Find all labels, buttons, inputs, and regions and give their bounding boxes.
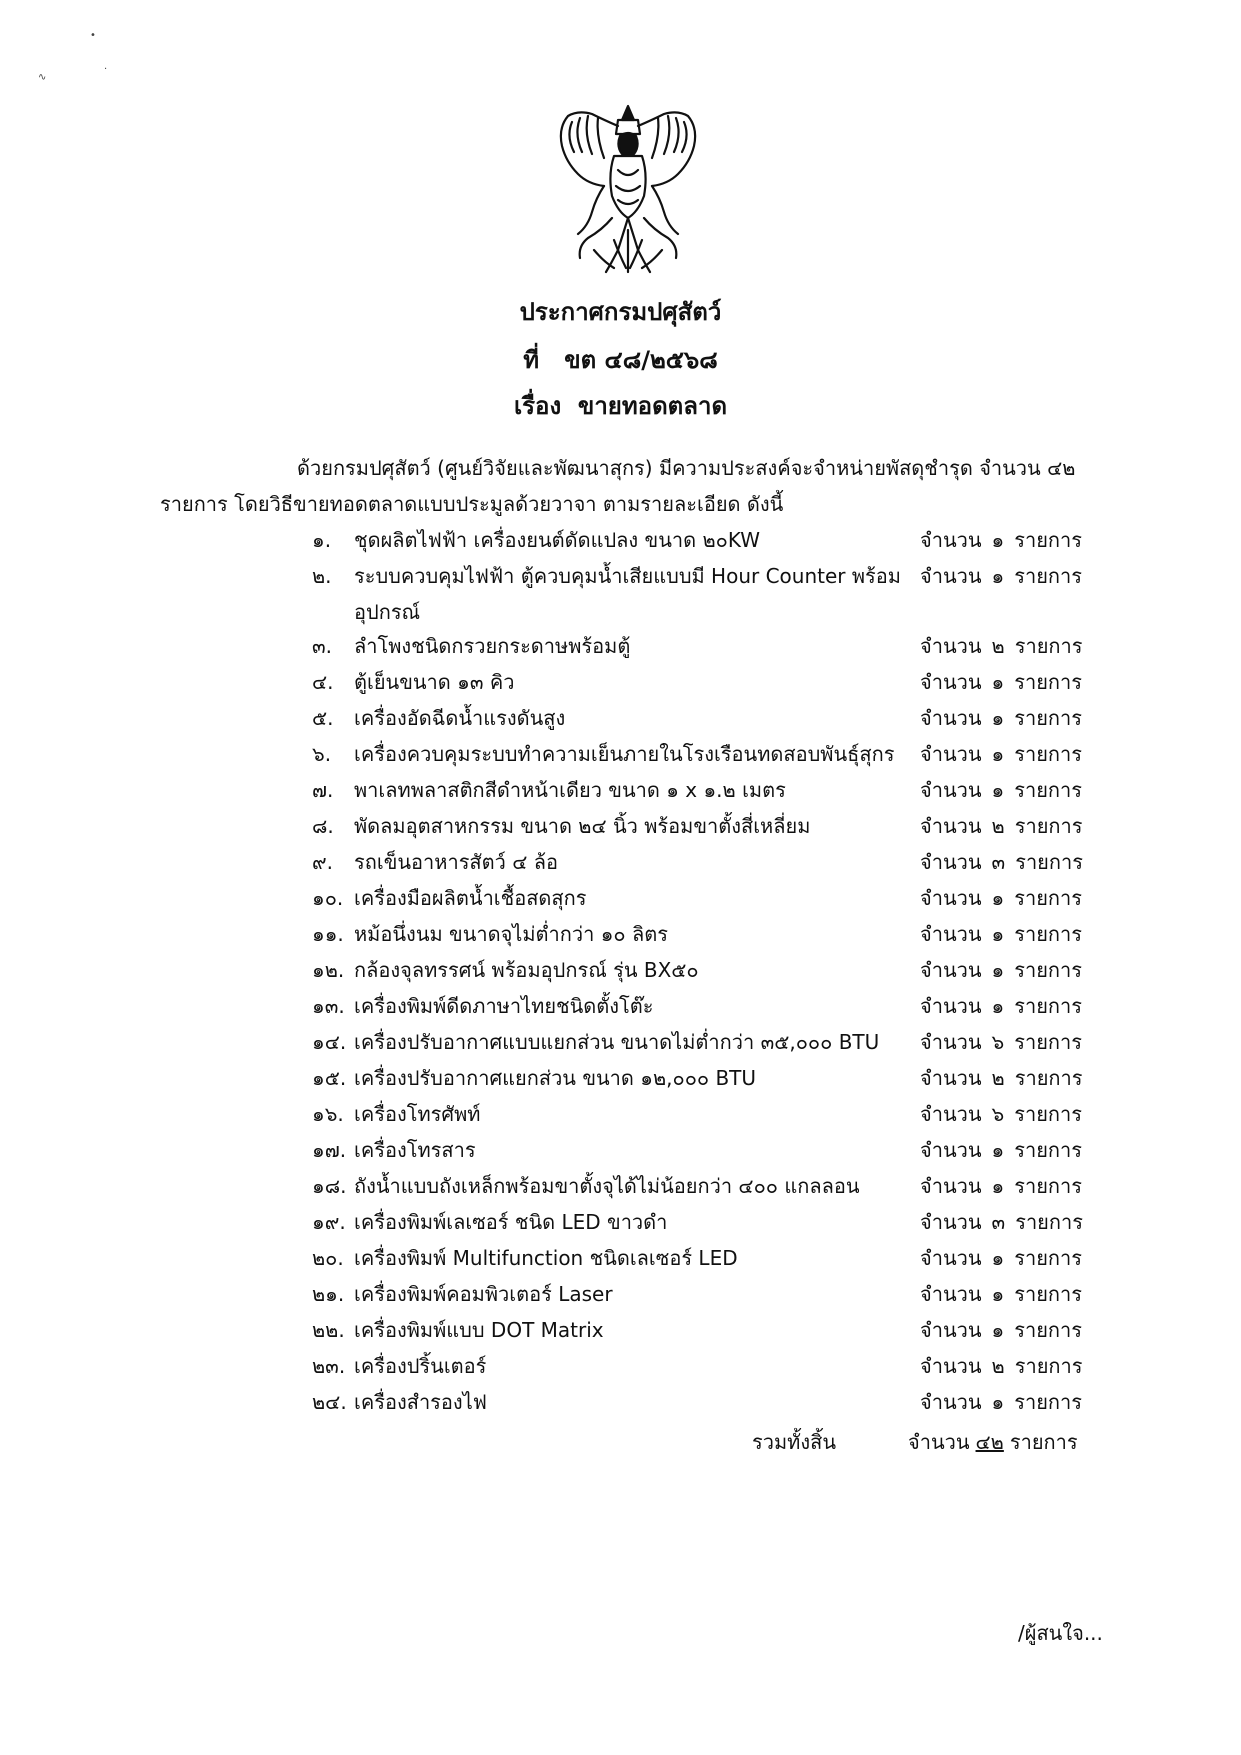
qty-unit: รายการ bbox=[1014, 742, 1083, 766]
qty-value: ๑ bbox=[991, 1138, 1005, 1162]
total-unit: รายการ bbox=[1009, 1430, 1078, 1454]
item-quantity bbox=[920, 952, 1092, 988]
item-quantity bbox=[920, 1132, 1092, 1168]
item-name: เครื่องอัดฉีดน้ำแรงดันสูง bbox=[354, 706, 566, 730]
list-item bbox=[312, 1060, 1112, 1096]
qty-unit: รายการ bbox=[1014, 994, 1083, 1018]
item-name: เครื่องพิมพ์คอมพิวเตอร์ Laser bbox=[354, 1282, 613, 1306]
item-name: เครื่องควบคุมระบบทำความเย็นภายในโรงเรือนทดสอบพันธุ์สุกร bbox=[354, 742, 895, 766]
subject-value: ขายทอดตลาด bbox=[577, 392, 728, 420]
qty-label: จำนวน bbox=[920, 1246, 982, 1270]
number-value: ขต ๔๘/๒๕๖๘ bbox=[564, 346, 718, 374]
qty-label: จำนวน bbox=[920, 1390, 982, 1414]
qty-unit: รายการ bbox=[1015, 850, 1083, 874]
list-item bbox=[312, 1348, 1112, 1384]
qty-unit: รายการ bbox=[1014, 634, 1083, 658]
qty-label: จำนวน bbox=[920, 1318, 982, 1342]
item-name: เครื่องพิมพ์เลเซอร์ ชนิด LED ขาวดำ bbox=[354, 1210, 668, 1234]
list-item bbox=[312, 1204, 1112, 1240]
qty-label: จำนวน bbox=[920, 1030, 982, 1054]
qty-label: จำนวน bbox=[920, 850, 982, 874]
qty-label: จำนวน bbox=[920, 564, 982, 588]
total-qty-label: จำนวน bbox=[908, 1430, 970, 1454]
qty-unit: รายการ bbox=[1014, 1282, 1083, 1306]
item-name: ชุดผลิตไฟฟ้า เครื่องยนต์ดัดแปลง ขนาด ๒๐KW bbox=[354, 528, 761, 552]
qty-unit: รายการ bbox=[1014, 670, 1083, 694]
qty-label: จำนวน bbox=[920, 634, 982, 658]
item-number: ๑๕. bbox=[312, 1066, 347, 1090]
item-quantity bbox=[920, 522, 1092, 558]
item-quantity bbox=[920, 700, 1092, 736]
qty-unit: รายการ bbox=[1015, 1210, 1083, 1234]
item-name: ถังน้ำแบบถังเหล็กพร้อมขาตั้งจุได้ไม่น้อยกว่า ๔๐๐ แกลลอน bbox=[354, 1174, 860, 1198]
list-item bbox=[312, 736, 1112, 772]
qty-unit: รายการ bbox=[1014, 922, 1083, 946]
qty-label: จำนวน bbox=[920, 778, 982, 802]
qty-value: ๑ bbox=[991, 778, 1005, 802]
item-number: ๕. bbox=[312, 706, 334, 730]
qty-value: ๖ bbox=[991, 1102, 1005, 1126]
garuda-emblem-icon bbox=[548, 100, 708, 280]
qty-unit: รายการ bbox=[1014, 886, 1083, 910]
scan-speck: · bbox=[104, 64, 108, 75]
item-name: เครื่องปริ้นเตอร์ bbox=[354, 1354, 487, 1378]
item-number: ๓. bbox=[312, 634, 333, 658]
item-quantity bbox=[920, 1096, 1092, 1132]
item-name: เครื่องโทรสาร bbox=[354, 1138, 476, 1162]
item-name: เครื่องพิมพ์ดีดภาษาไทยชนิดตั้งโต๊ะ bbox=[354, 994, 654, 1018]
item-name: เครื่องพิมพ์ Multifunction ชนิดเลเซอร์ LED bbox=[354, 1246, 738, 1270]
qty-value: ๑ bbox=[991, 958, 1005, 982]
item-name: รถเข็นอาหารสัตว์ ๔ ล้อ bbox=[354, 850, 558, 874]
qty-value: ๑ bbox=[991, 564, 1005, 588]
item-quantity bbox=[920, 808, 1093, 844]
total-quantity bbox=[908, 1424, 1078, 1460]
qty-unit: รายการ bbox=[1014, 1030, 1083, 1054]
qty-value: ๒ bbox=[991, 634, 1005, 658]
qty-value: ๑ bbox=[991, 886, 1005, 910]
item-quantity bbox=[920, 558, 1092, 594]
qty-unit: รายการ bbox=[1014, 528, 1083, 552]
qty-value: ๑ bbox=[991, 742, 1005, 766]
item-number: ๖. bbox=[312, 742, 332, 766]
list-item bbox=[312, 916, 1112, 952]
list-item bbox=[312, 952, 1112, 988]
qty-value: ๖ bbox=[991, 1030, 1005, 1054]
qty-value: ๑ bbox=[991, 670, 1005, 694]
list-item bbox=[312, 808, 1112, 844]
intro-paragraph: ด้วยกรมปศุสัตว์ (ศูนย์วิจัยและพัฒนาสุกร) มีความประสงค์จะจำหน่ายพัสดุชำรุด จำนวน ๔๒ รายการ โดยวิธีขายทอดตลาดแบบประมูลด้วยวาจา ตามรายละเอียด ดังนี้ bbox=[160, 456, 1076, 516]
qty-label: จำนวน bbox=[920, 922, 982, 946]
item-name: เครื่องมือผลิตน้ำเชื้อสดสุกร bbox=[354, 886, 587, 910]
item-number: ๑๖. bbox=[312, 1102, 344, 1126]
qty-unit: รายการ bbox=[1014, 1390, 1083, 1414]
item-name: เครื่องพิมพ์แบบ DOT Matrix bbox=[354, 1318, 604, 1342]
item-number: ๑๙. bbox=[312, 1210, 346, 1234]
qty-value: ๑ bbox=[991, 706, 1005, 730]
item-quantity bbox=[920, 988, 1092, 1024]
qty-unit: รายการ bbox=[1014, 1102, 1083, 1126]
item-number: ๔. bbox=[312, 670, 334, 694]
qty-value: ๑ bbox=[991, 1390, 1005, 1414]
total-value: ๔๒ bbox=[975, 1430, 1004, 1454]
qty-unit: รายการ bbox=[1014, 564, 1083, 588]
qty-unit: รายการ bbox=[1014, 778, 1083, 802]
list-item bbox=[312, 1096, 1112, 1132]
qty-unit: รายการ bbox=[1014, 1246, 1083, 1270]
total-label: รวมทั้งสิ้น bbox=[752, 1430, 836, 1454]
scan-speck: ∿ bbox=[38, 72, 47, 83]
item-quantity bbox=[920, 1204, 1093, 1240]
list-item bbox=[312, 1240, 1112, 1276]
list-item bbox=[312, 1276, 1112, 1312]
item-quantity bbox=[920, 1024, 1092, 1060]
subject-label: เรื่อง bbox=[513, 392, 562, 420]
item-number: ๒๓. bbox=[312, 1354, 346, 1378]
item-number: ๑๔. bbox=[312, 1030, 347, 1054]
continuation-text: /ผู้สนใจ... bbox=[1018, 1621, 1103, 1645]
qty-value: ๒ bbox=[991, 1354, 1005, 1378]
item-quantity bbox=[920, 1060, 1093, 1096]
list-item bbox=[312, 772, 1112, 808]
qty-value: ๑ bbox=[991, 1318, 1005, 1342]
list-item bbox=[312, 628, 1112, 664]
qty-label: จำนวน bbox=[920, 1174, 982, 1198]
qty-label: จำนวน bbox=[920, 1210, 982, 1234]
item-number: ๑๗. bbox=[312, 1138, 347, 1162]
list-item bbox=[312, 988, 1112, 1024]
qty-label: จำนวน bbox=[920, 994, 982, 1018]
item-number: ๒๔. bbox=[312, 1390, 347, 1414]
qty-unit: รายการ bbox=[1014, 1066, 1083, 1090]
qty-unit: รายการ bbox=[1014, 958, 1083, 982]
item-number: ๒. bbox=[312, 564, 332, 588]
qty-unit: รายการ bbox=[1014, 706, 1083, 730]
qty-value: ๑ bbox=[991, 1246, 1005, 1270]
item-number: ๘. bbox=[312, 814, 334, 838]
list-item bbox=[312, 522, 1112, 558]
number-label: ที่ bbox=[523, 346, 540, 374]
list-item bbox=[312, 664, 1112, 700]
announcement-title: ประกาศกรมปศุสัตว์ bbox=[519, 298, 722, 326]
qty-value: ๓ bbox=[991, 1210, 1006, 1234]
qty-label: จำนวน bbox=[920, 886, 982, 910]
qty-value: ๓ bbox=[991, 850, 1006, 874]
qty-label: จำนวน bbox=[920, 742, 982, 766]
qty-unit: รายการ bbox=[1014, 1318, 1083, 1342]
item-number: ๑๒. bbox=[312, 958, 345, 982]
qty-label: จำนวน bbox=[920, 814, 982, 838]
item-name: ลำโพงชนิดกรวยกระดาษพร้อมตู้ bbox=[354, 634, 631, 658]
item-name: เครื่องโทรศัพท์ bbox=[354, 1102, 481, 1126]
list-item bbox=[312, 880, 1112, 916]
qty-label: จำนวน bbox=[920, 958, 982, 982]
item-name: หม้อนึ่งนม ขนาดจุไม่ต่ำกว่า ๑๐ ลิตร bbox=[354, 922, 668, 946]
item-name: เครื่องปรับอากาศแบบแยกส่วน ขนาดไม่ต่ำกว่า ๓๕,๐๐๐ BTU bbox=[354, 1030, 880, 1054]
announcement-number bbox=[0, 340, 1241, 379]
qty-value: ๑ bbox=[991, 922, 1005, 946]
item-number: ๑๑. bbox=[312, 922, 344, 946]
qty-unit: รายการ bbox=[1014, 1354, 1083, 1378]
item-number: ๑๓. bbox=[312, 994, 345, 1018]
item-number: ๗. bbox=[312, 778, 334, 802]
item-quantity bbox=[920, 1348, 1093, 1384]
list-item bbox=[312, 700, 1112, 736]
item-list bbox=[312, 522, 1112, 1420]
item-quantity bbox=[920, 1168, 1092, 1204]
qty-unit: รายการ bbox=[1014, 814, 1083, 838]
item-quantity bbox=[920, 628, 1093, 664]
qty-label: จำนวน bbox=[920, 670, 982, 694]
qty-value: ๑ bbox=[991, 994, 1005, 1018]
item-quantity bbox=[920, 1276, 1092, 1312]
item-name: ตู้เย็นขนาด ๑๓ คิว bbox=[354, 670, 515, 694]
item-number: ๒๐. bbox=[312, 1246, 344, 1270]
list-item bbox=[312, 558, 1112, 628]
qty-label: จำนวน bbox=[920, 1354, 982, 1378]
item-quantity bbox=[920, 1312, 1092, 1348]
item-number: ๒๒. bbox=[312, 1318, 345, 1342]
list-item bbox=[312, 844, 1112, 880]
item-number: ๒๑. bbox=[312, 1282, 345, 1306]
list-item bbox=[312, 1384, 1112, 1420]
qty-value: ๑ bbox=[991, 1174, 1005, 1198]
list-item bbox=[312, 1132, 1112, 1168]
list-item bbox=[312, 1312, 1112, 1348]
qty-value: ๑ bbox=[991, 528, 1005, 552]
item-number: ๑๘. bbox=[312, 1174, 347, 1198]
item-quantity bbox=[920, 772, 1092, 808]
qty-value: ๒ bbox=[991, 814, 1005, 838]
qty-label: จำนวน bbox=[920, 706, 982, 730]
item-name: เครื่องปรับอากาศแยกส่วน ขนาด ๑๒,๐๐๐ BTU bbox=[354, 1066, 757, 1090]
item-quantity bbox=[920, 1384, 1092, 1420]
list-item bbox=[312, 1168, 1112, 1204]
item-quantity bbox=[920, 880, 1092, 916]
item-name: พาเลทพลาสติกสีดำหน้าเดียว ขนาด ๑ x ๑.๒ เมตร bbox=[354, 778, 786, 802]
item-name: เครื่องสำรองไฟ bbox=[354, 1390, 487, 1414]
item-quantity bbox=[920, 736, 1092, 772]
item-name: กล้องจุลทรรศน์ พร้อมอุปกรณ์ รุ่น BX๕๐ bbox=[354, 958, 699, 982]
scan-speck: • bbox=[90, 30, 96, 41]
qty-value: ๑ bbox=[991, 1282, 1005, 1306]
item-number: ๙. bbox=[312, 850, 334, 874]
qty-label: จำนวน bbox=[920, 528, 982, 552]
qty-label: จำนวน bbox=[920, 1282, 982, 1306]
qty-label: จำนวน bbox=[920, 1138, 982, 1162]
item-number: ๑๐. bbox=[312, 886, 344, 910]
qty-unit: รายการ bbox=[1014, 1138, 1083, 1162]
item-quantity bbox=[920, 664, 1092, 700]
item-quantity bbox=[920, 916, 1092, 952]
qty-unit: รายการ bbox=[1014, 1174, 1083, 1198]
qty-label: จำนวน bbox=[920, 1102, 982, 1126]
list-item bbox=[312, 1024, 1112, 1060]
item-number: ๑. bbox=[312, 528, 332, 552]
announcement-subject bbox=[0, 386, 1241, 425]
item-quantity bbox=[920, 1240, 1092, 1276]
item-quantity bbox=[920, 844, 1093, 880]
qty-value: ๒ bbox=[991, 1066, 1005, 1090]
qty-label: จำนวน bbox=[920, 1066, 982, 1090]
item-name: ระบบควบคุมไฟฟ้า ตู้ควบคุมน้ำเสียแบบมี Hour Counter พร้อมอุปกรณ์ bbox=[354, 564, 901, 624]
item-name: พัดลมอุตสาหกรรม ขนาด ๒๔ นิ้ว พร้อมขาตั้งสี่เหลี่ยม bbox=[354, 814, 811, 838]
